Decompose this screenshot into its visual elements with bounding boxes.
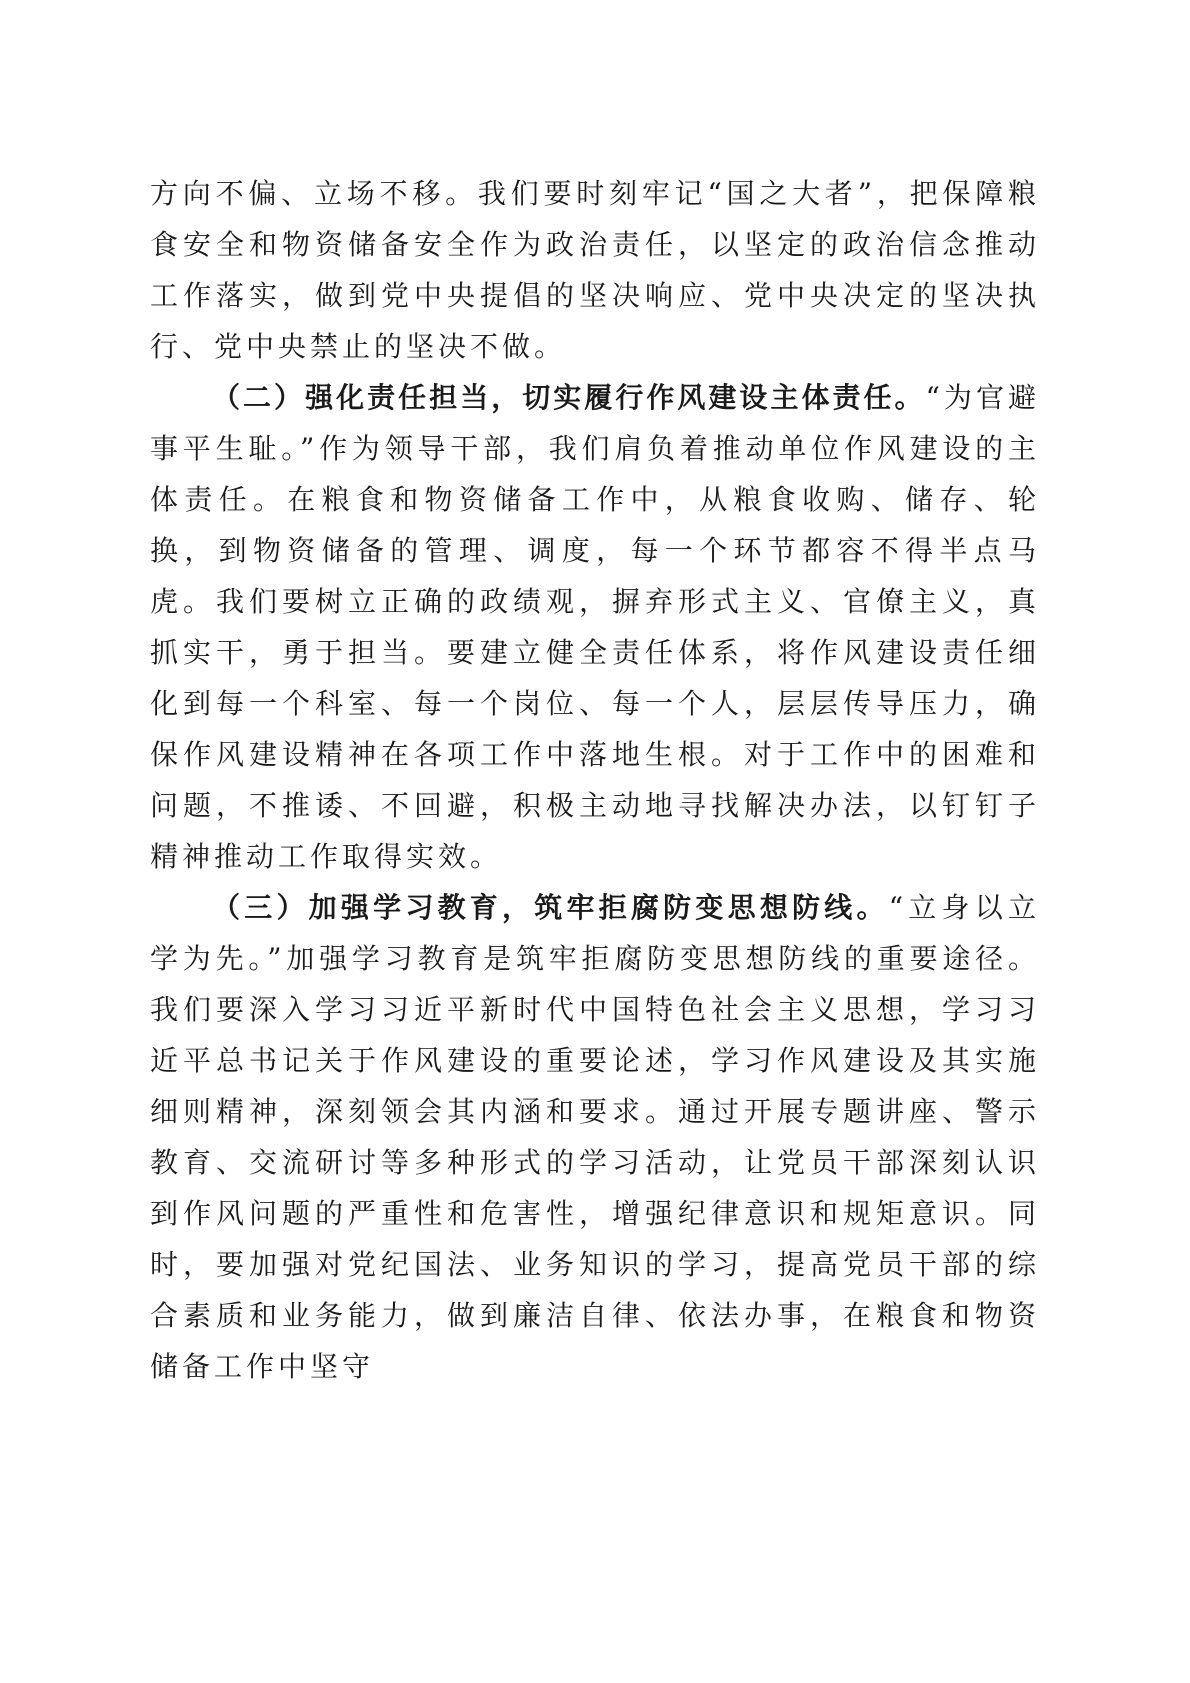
section-heading-2: （二）强化责任担当，切实履行作风建设主体责任。 — [212, 381, 926, 414]
paragraph-2-text: “为官避事平生耻。”作为领导干部，我们肩负着推动单位作风建设的主体责任。在粮食和物资储备工作中，从粮食收购、储存、轮换，到物资储备的管理、调度，每一个环节都容不得半点马虎。我们要树立正确的政绩观，摒弃形式主义、官僚主义，真抓实干，勇于担当。要建立健全责任体系，将作风建设责任细化到每一个科室、每一个岗位、每一个人，层层传导压力，确保作风建设精神在各项工作中落地生根。对于工作中的困难和问题，不推诿、不回避，积极主动地寻找解决办法，以钉钉子精神推动工作取得实效。 — [150, 381, 1040, 873]
paragraph-3-text: “立身以立学为先。”加强学习教育是筑牢拒腐防变思想防线的重要途径。我们要深入学习习近平新时代中国特色社会主义思想，学习习近平总书记关于作风建设的重要论述，学习作风建设及其实施细则精神，深刻领会其内涵和要求。通过开展专题讲座、警示教育、交流研讨等多种形式的学习活动，让党员干部深刻认识到作风问题的严重性和危害性，增强纪律意识和规矩意识。同时，要加强对党纪国法、业务知识的学习，提高党员干部的综合素质和业务能力，做到廉洁自律、依法办事，在粮食和物资储备工作中坚守 — [150, 891, 1040, 1383]
paragraph-1 — [150, 168, 1040, 372]
section-heading-3: （三）加强学习教育，筑牢拒腐防变思想防线。 — [212, 891, 889, 924]
paragraph-2 — [150, 372, 1040, 882]
paragraph-3 — [150, 882, 1040, 1392]
document-page — [150, 168, 1040, 1392]
paragraph-1-text: 方向不偏、立场不移。我们要时刻牢记“国之大者”，把保障粮食安全和物资储备安全作为政治责任，以坚定的政治信念推动工作落实，做到党中央提倡的坚决响应、党中央决定的坚决执行、党中央禁止的坚决不做。 — [150, 177, 1040, 363]
